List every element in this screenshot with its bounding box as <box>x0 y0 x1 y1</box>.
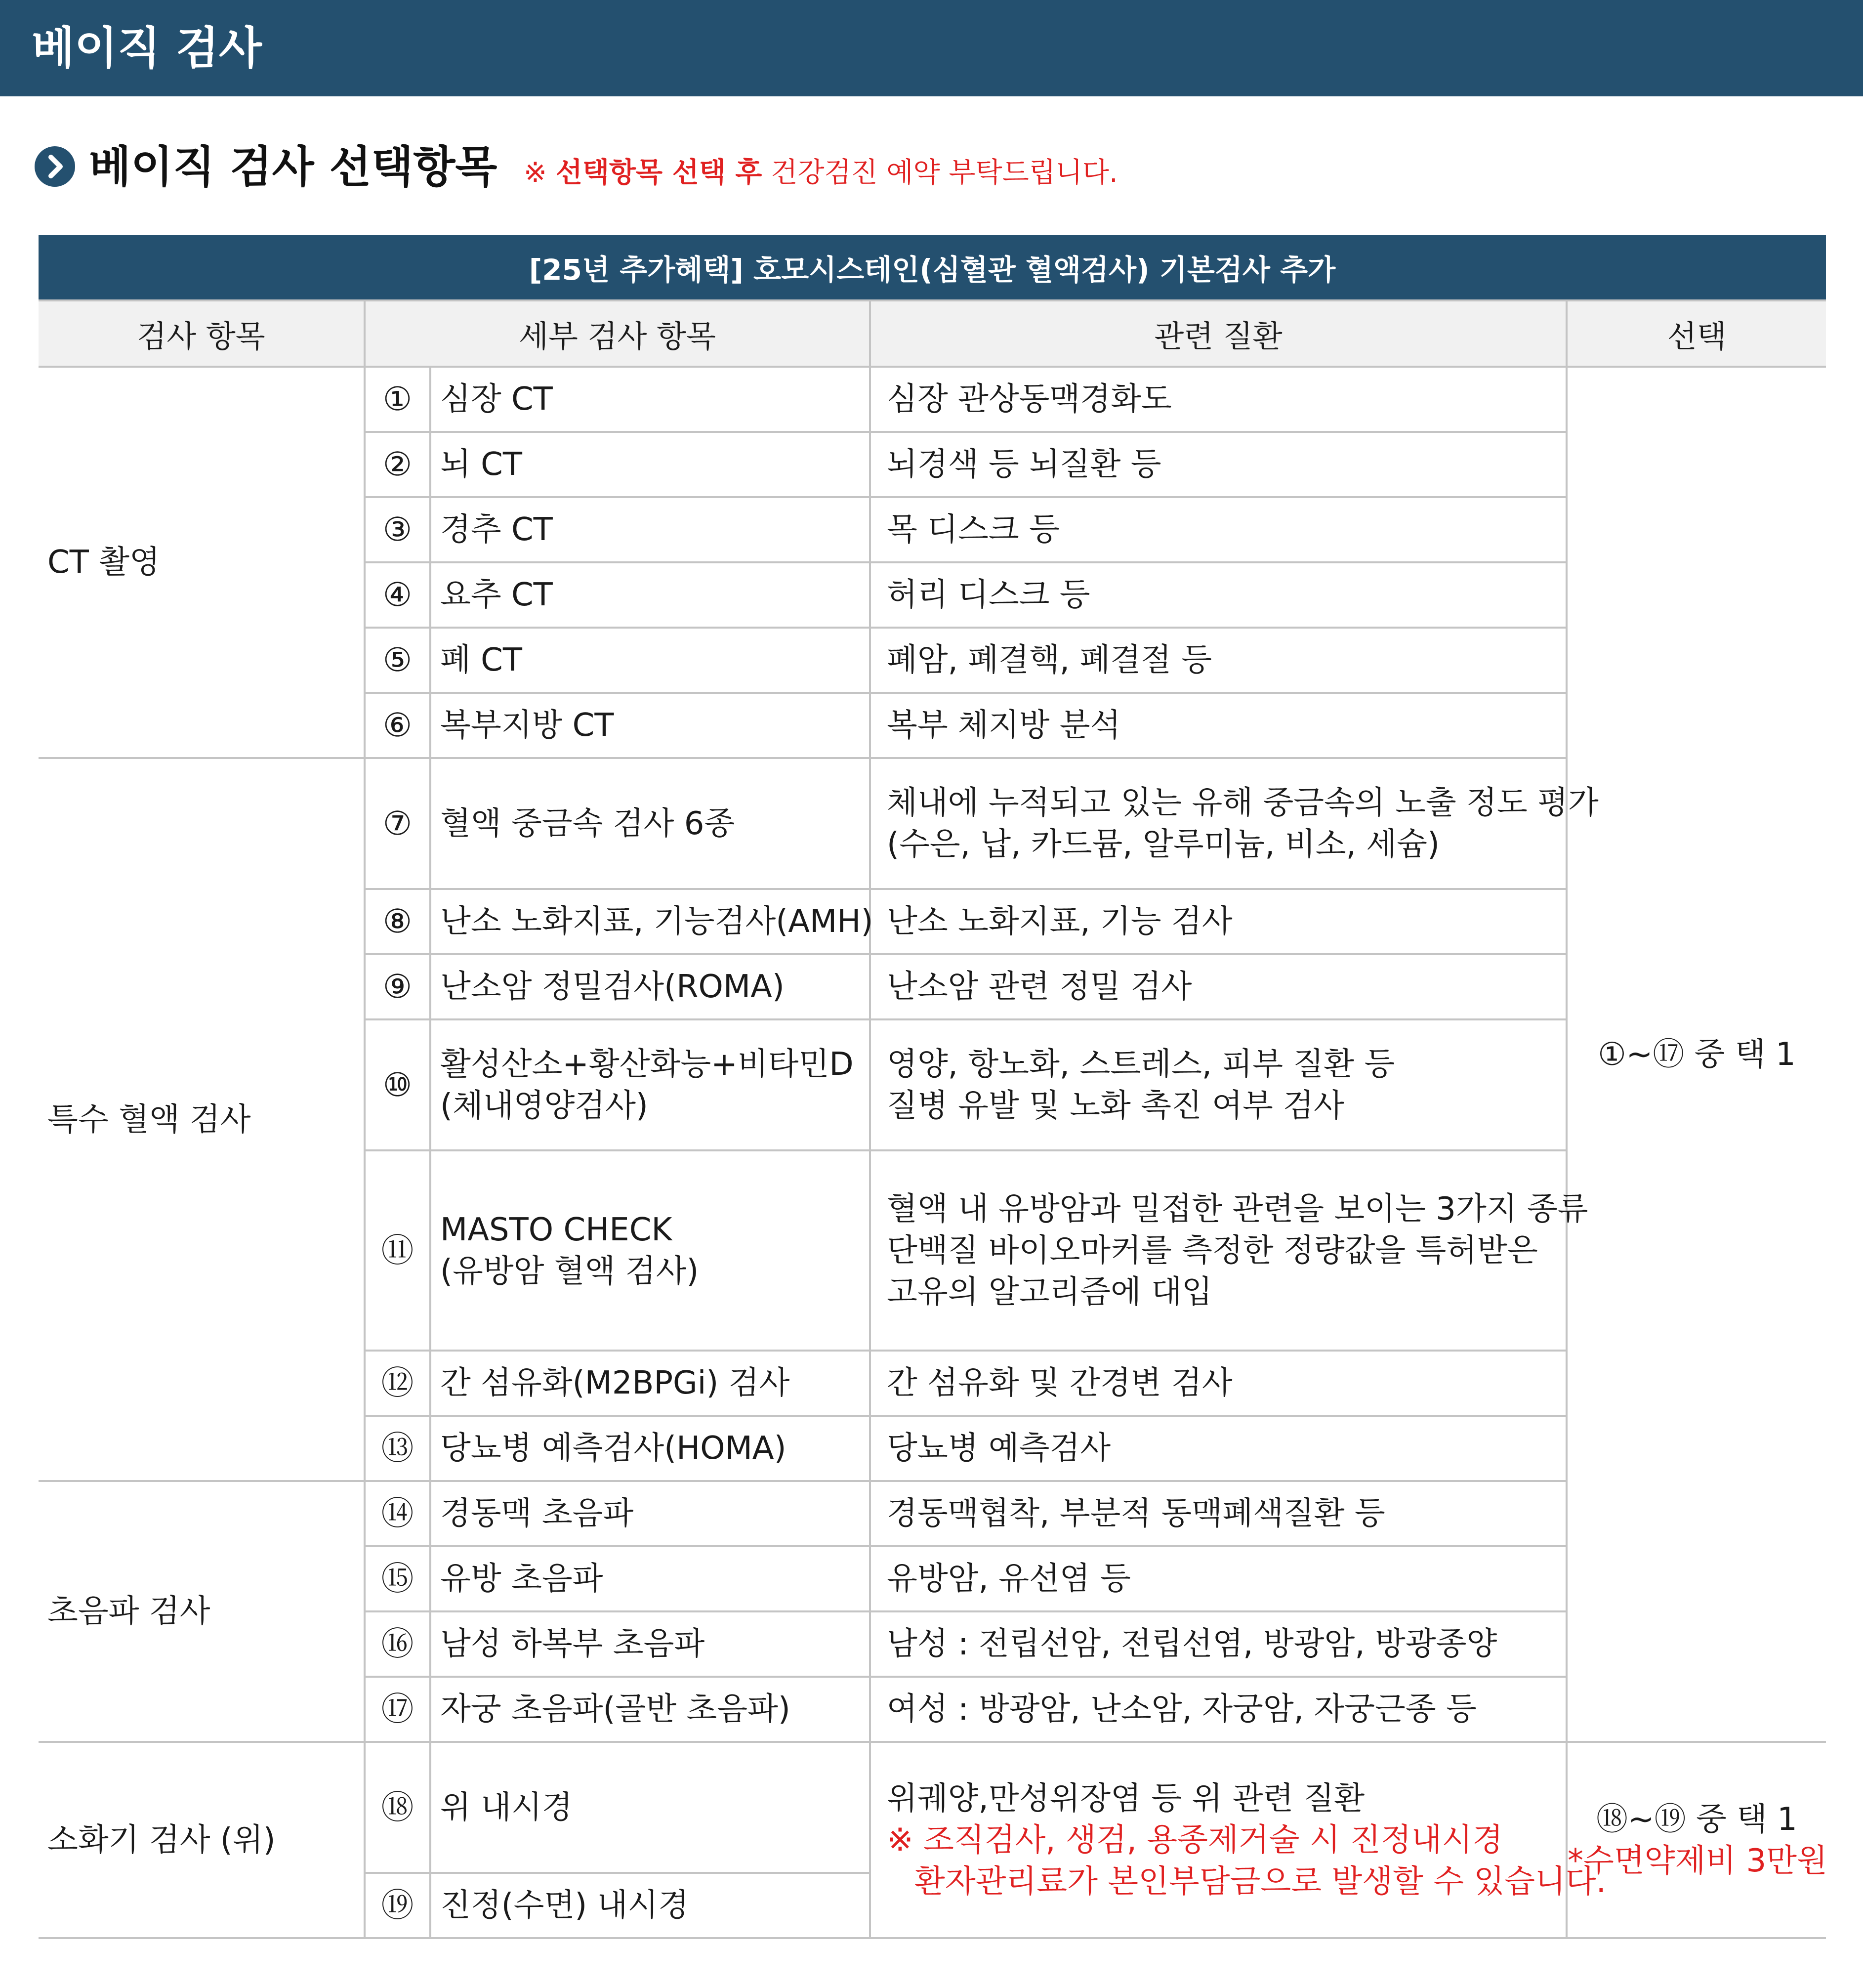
disease-line: 여성 : 방광암, 난소암, 자궁암, 자궁근종 등 <box>887 1691 1477 1728</box>
item-number: ⑥ <box>365 693 430 758</box>
item-name <box>430 758 870 889</box>
disease-line: 난소 노화지표, 기능 검사 <box>887 903 1233 940</box>
table-row <box>39 758 1826 889</box>
item-disease <box>870 1546 1567 1611</box>
header-detail: 세부 검사 항목 <box>365 300 870 367</box>
category-digestive: 소화기 검사 (위) <box>39 1742 365 1938</box>
disease-line: 체내에 누적되고 있는 유해 중금속의 노출 정도 평가 <box>887 784 1599 821</box>
exam-table <box>39 299 1826 1939</box>
item-disease <box>870 1742 1607 1938</box>
item-name <box>430 1546 870 1611</box>
item-name <box>430 1351 870 1416</box>
disease-line: 난소암 관련 정밀 검사 <box>887 969 1192 1005</box>
table-row <box>39 1742 1826 1873</box>
item-number: ⑪ <box>365 1150 430 1351</box>
disease-line: 경동맥협착, 부분적 동맥폐색질환 등 <box>887 1495 1385 1532</box>
item-number: ① <box>365 367 430 432</box>
item-name <box>430 628 870 693</box>
item-disease <box>870 497 1567 562</box>
disease-line: 심장 관상동맥경화도 <box>887 381 1172 418</box>
table-header-row <box>39 300 1826 367</box>
item-line: 난소암 정밀검사(ROMA) <box>440 969 785 1005</box>
item-name <box>430 1677 870 1742</box>
item-number: ⑩ <box>365 1019 430 1150</box>
item-disease <box>870 367 1567 432</box>
category-blood: 특수 혈액 검사 <box>39 758 365 1481</box>
item-line: 경동맥 초음파 <box>440 1495 634 1532</box>
item-disease <box>870 628 1567 693</box>
section-heading <box>35 138 1838 203</box>
item-line: 난소 노화지표, 기능검사(AMH) <box>440 903 873 940</box>
item-line: (체내영양검사) <box>440 1087 648 1124</box>
disease-line: 고유의 알고리즘에 대입 <box>887 1273 1212 1311</box>
page-title: 베이직 검사 <box>32 22 262 74</box>
disease-line: 남성 : 전립선암, 전립선염, 방광암, 방광종양 <box>887 1626 1497 1662</box>
header-category: 검사 항목 <box>39 300 365 367</box>
note-bold: 선택항목 선택 후 <box>555 157 762 189</box>
note-rest: 건강검진 예약 부탁드립니다. <box>771 157 1118 189</box>
header-bar <box>0 0 1863 96</box>
category-ct: CT 촬영 <box>39 367 365 758</box>
item-line: 유방 초음파 <box>440 1561 603 1597</box>
item-name <box>430 889 873 954</box>
item-line: 경추 CT <box>440 511 553 548</box>
benefit-banner: [25년 추가혜택] 호모시스테인(심혈관 혈액검사) 기본검사 추가 <box>39 235 1826 299</box>
warning-line: ※ 조직검사, 생검, 용종제거술 시 진정내시경 <box>887 1821 1503 1859</box>
item-disease <box>870 758 1599 889</box>
section-note <box>524 153 1118 193</box>
item-name <box>430 1481 870 1546</box>
disease-line: 위궤양,만성위장염 등 위 관련 질환 <box>887 1780 1365 1817</box>
item-line: 위 내시경 <box>440 1789 573 1826</box>
disease-line: 허리 디스크 등 <box>887 577 1090 613</box>
item-disease <box>870 889 1567 954</box>
item-disease <box>870 432 1567 497</box>
warning-line: 환자관리료가 본인부담금으로 발생할 수 있습니다. <box>914 1863 1607 1900</box>
item-number: ⑨ <box>365 954 430 1019</box>
item-line: MASTO CHECK <box>440 1211 672 1248</box>
item-number: ⑦ <box>365 758 430 889</box>
item-line: 혈액 중금속 검사 6종 <box>440 805 735 842</box>
disease-line: 유방암, 유선염 등 <box>887 1561 1131 1597</box>
item-number: ⑯ <box>365 1611 430 1677</box>
item-name <box>430 367 870 432</box>
item-name <box>430 693 870 758</box>
item-number: ⑮ <box>365 1546 430 1611</box>
item-disease <box>870 1677 1567 1742</box>
select-group-2-note: *수면약제비 3만원 <box>1568 1842 1827 1879</box>
item-name <box>430 1416 870 1481</box>
item-disease <box>870 1351 1567 1416</box>
item-name <box>430 1019 870 1150</box>
item-number: ③ <box>365 497 430 562</box>
item-number: ④ <box>365 562 430 628</box>
item-line: 간 섬유화(M2BPGi) 검사 <box>440 1365 790 1401</box>
item-number: ⑱ <box>365 1742 430 1873</box>
item-disease <box>870 1611 1567 1677</box>
item-number: ⑬ <box>365 1416 430 1481</box>
header-select: 선택 <box>1567 300 1826 367</box>
disease-line: 당뇨병 예측검사 <box>887 1430 1111 1467</box>
note-mark: ※ <box>524 157 547 189</box>
select-group-2-label: ⑱~⑲ 중 택 1 <box>1596 1801 1798 1838</box>
chevron-right-icon <box>35 146 75 187</box>
select-group-2 <box>1567 1742 1826 1938</box>
item-line: 요추 CT <box>440 577 553 613</box>
item-disease <box>870 693 1567 758</box>
item-number: ⑲ <box>365 1873 430 1938</box>
select-group-1: ①~⑰ 중 택 1 <box>1567 367 1826 1742</box>
item-disease <box>870 1150 1588 1351</box>
item-number: ② <box>365 432 430 497</box>
item-number: ⑫ <box>365 1351 430 1416</box>
table-row <box>39 1481 1826 1546</box>
disease-line: 간 섬유화 및 간경변 검사 <box>887 1365 1233 1401</box>
disease-line: 단백질 바이오마커를 측정한 정량값을 특허받은 <box>887 1232 1538 1269</box>
item-line: 복부지방 CT <box>440 707 614 744</box>
table-row <box>39 367 1826 432</box>
disease-line: 영양, 항노화, 스트레스, 피부 질환 등 <box>887 1046 1395 1083</box>
item-disease <box>870 954 1567 1019</box>
disease-line: 혈액 내 유방암과 밀접한 관련을 보이는 3가지 종류 <box>887 1190 1588 1227</box>
item-name <box>430 1150 870 1351</box>
item-name <box>430 954 870 1019</box>
disease-line: 복부 체지방 분석 <box>887 707 1121 744</box>
item-name <box>430 1742 870 1873</box>
item-line: 심장 CT <box>440 381 553 418</box>
item-disease <box>870 562 1567 628</box>
disease-line: (수은, 납, 카드뮴, 알루미늄, 비소, 세슘) <box>887 826 1440 863</box>
disease-line: 목 디스크 등 <box>887 511 1060 548</box>
header-disease: 관련 질환 <box>870 300 1567 367</box>
item-line: 남성 하복부 초음파 <box>440 1626 705 1662</box>
item-line: 폐 CT <box>440 642 522 678</box>
item-line: 진정(수면) 내시경 <box>440 1887 689 1924</box>
category-ultrasound: 초음파 검사 <box>39 1481 365 1742</box>
item-number: ⑧ <box>365 889 430 954</box>
disease-line: 폐암, 폐결핵, 폐결절 등 <box>887 642 1212 678</box>
item-number: ⑤ <box>365 628 430 693</box>
item-number: ⑭ <box>365 1481 430 1546</box>
item-line: 활성산소+황산화능+비타민D <box>440 1046 854 1083</box>
item-name <box>430 1611 870 1677</box>
disease-line: 질병 유발 및 노화 촉진 여부 검사 <box>887 1087 1344 1124</box>
item-line: 자궁 초음파(골반 초음파) <box>440 1691 790 1728</box>
item-name <box>430 432 870 497</box>
disease-line: 뇌경색 등 뇌질환 등 <box>887 446 1161 483</box>
section-title: 베이직 검사 선택항목 <box>89 141 497 192</box>
item-disease <box>870 1416 1567 1481</box>
item-name <box>430 562 870 628</box>
item-number: ⑰ <box>365 1677 430 1742</box>
item-disease <box>870 1481 1567 1546</box>
item-line: (유방암 혈액 검사) <box>440 1253 699 1290</box>
item-line: 당뇨병 예측검사(HOMA) <box>440 1430 787 1467</box>
item-line: 뇌 CT <box>440 446 522 483</box>
item-name <box>430 497 870 562</box>
item-disease <box>870 1019 1567 1150</box>
item-name <box>430 1873 870 1938</box>
